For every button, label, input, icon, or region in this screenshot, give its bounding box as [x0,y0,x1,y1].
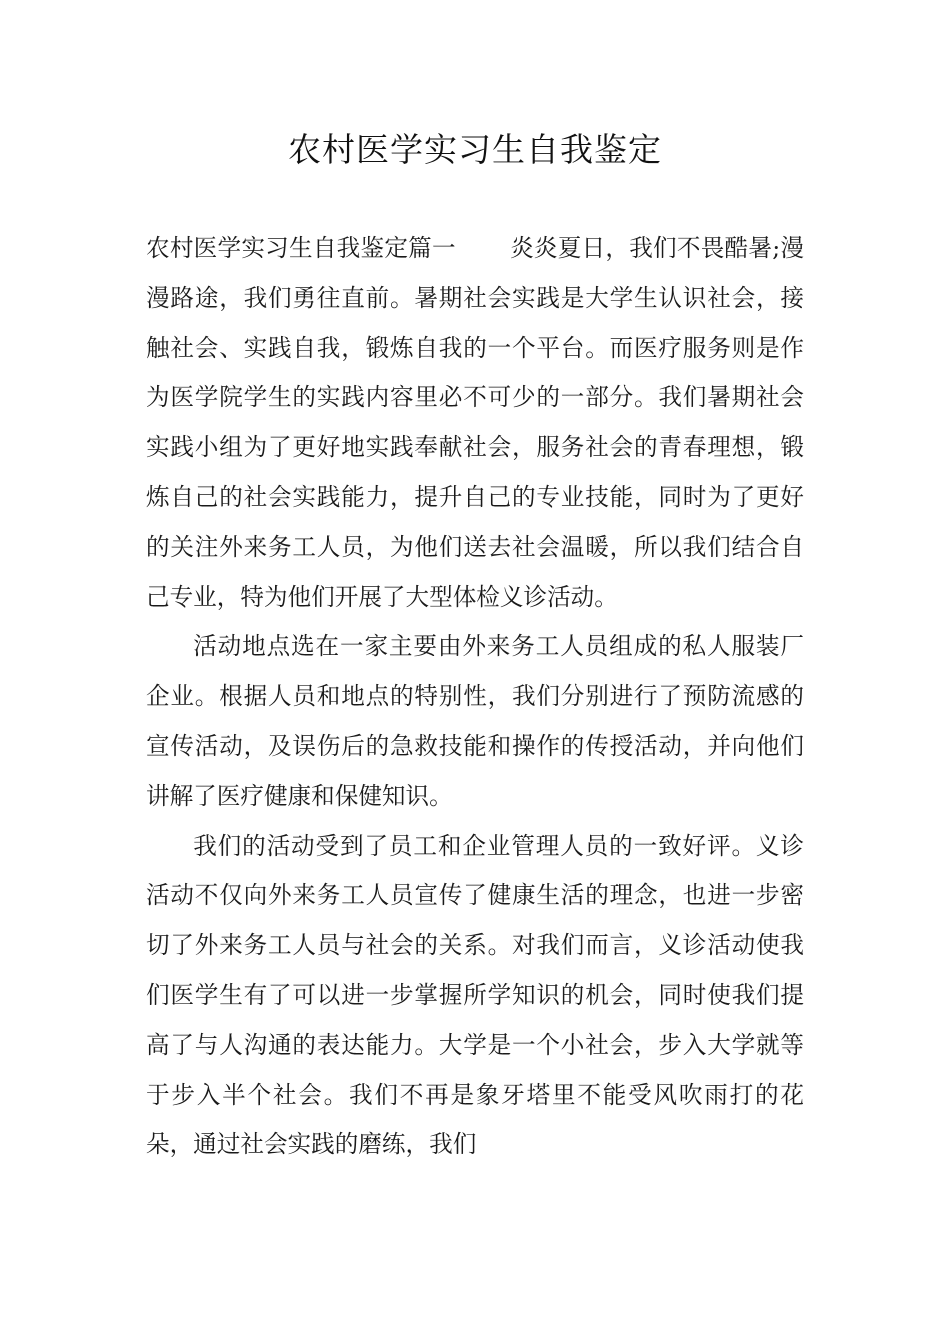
document-title: 农村医学实习生自我鉴定 [288,130,662,169]
paragraph-1 [146,224,804,622]
paragraph-1-text: 炎炎夏日，我们不畏酷暑;漫漫路途，我们勇往直前。暑期社会实践是大学生认识社会，接触社会、实践自我，锻炼自我的一个平台。而医疗服务则是作为医学院学生的实践内容里必不可少的一部分。我们暑期社会实践小组为了更好地实践奉献社会，服务社会的青春理想，锻炼自己的社会实践能力，提升自己的专业技能，同时为了更好的关注外来务工人员，为他们送去社会温暖，所以我们结合自己专业，特为他们开展了大型体检义诊活动。 [146,234,805,611]
document-body [146,224,804,1170]
paragraph-3: 我们的活动受到了员工和企业管理人员的一致好评。义诊活动不仅向外来务工人员宣传了健康生活的理念，也进一步密切了外来务工人员与社会的关系。对我们而言，义诊活动使我们医学生有了可以进一步掌握所学知识的机会，同时使我们提高了与人沟通的表达能力。大学是一个小社会，步入大学就等于步入半个社会。我们不再是象牙塔里不能受风吹雨打的花朵，通过社会实践的磨练，我们 [146,831,804,1159]
paragraph-2: 活动地点选在一家主要由外来务工人员组成的私人服装厂企业。根据人员和地点的特别性，我们分别进行了预防流感的宣传活动，及误伤后的急救技能和操作的传授活动，并向他们讲解了医疗健康和保健知识。 [146,632,804,810]
section-heading: 农村医学实习生自我鉴定篇一 [146,234,456,262]
